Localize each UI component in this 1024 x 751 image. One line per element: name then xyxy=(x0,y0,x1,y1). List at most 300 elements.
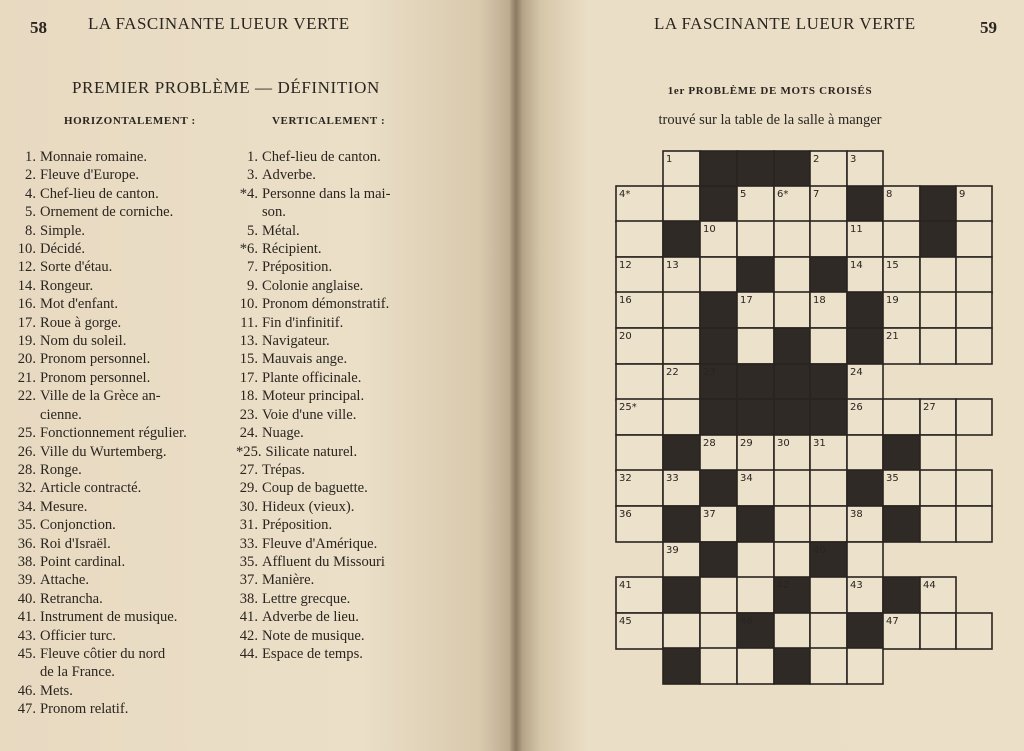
cell-number: 36 xyxy=(619,509,632,520)
clue-text: Colonie anglaise. xyxy=(262,277,364,294)
cell-number: 8 xyxy=(886,189,893,200)
cell-number: 22 xyxy=(666,367,679,378)
clue-number: 13. xyxy=(239,333,258,350)
clue-text: Fleuve d'Europe. xyxy=(40,167,140,184)
vertical-clue xyxy=(236,479,481,497)
white-cell xyxy=(956,257,992,293)
clue-number: 43. xyxy=(17,627,36,644)
horizontal-clue xyxy=(14,240,259,258)
clue-text: Pronom personnel. xyxy=(40,369,151,386)
clue-text: Décidé. xyxy=(40,241,85,258)
horizontal-clue xyxy=(14,350,259,368)
cell-number: 14 xyxy=(850,260,863,271)
grid-title: 1er PROBLÈME DE MOTS CROISÉS xyxy=(667,85,873,97)
black-cell xyxy=(700,292,737,328)
clue-text: Fleuve d'Amérique. xyxy=(262,535,378,552)
clue-number: 46. xyxy=(17,682,36,699)
white-cell xyxy=(847,542,883,578)
horizontal-clue xyxy=(14,535,259,553)
vertical-clue xyxy=(236,627,481,645)
horizontal-clue xyxy=(14,516,259,534)
clue-text: Métal. xyxy=(262,222,300,239)
clue-number: *25. xyxy=(236,443,262,460)
white-cell xyxy=(956,506,992,542)
cell-number: 9 xyxy=(959,189,966,200)
white-cell xyxy=(663,292,700,328)
vertical-clue xyxy=(236,277,481,295)
clue-text: Rongeur. xyxy=(40,277,94,294)
cell-number: 39 xyxy=(666,545,679,556)
white-cell xyxy=(700,577,737,613)
clue-number: 20. xyxy=(17,351,36,368)
black-cell xyxy=(737,399,774,435)
black-cell xyxy=(663,648,700,684)
cell-number: 41 xyxy=(619,580,632,591)
horizontal-clue xyxy=(14,479,259,497)
vertical-clue xyxy=(236,608,481,626)
white-cell xyxy=(956,292,992,328)
vertical-clue xyxy=(236,424,481,442)
clue-text: Mauvais ange. xyxy=(262,351,348,368)
clue-number: 12. xyxy=(17,259,36,276)
clue-text: Conjonction. xyxy=(40,517,116,534)
clue-text: Trépas. xyxy=(262,461,305,478)
clue-number: 17. xyxy=(239,369,258,386)
clue-number: 10. xyxy=(17,241,36,258)
white-cell xyxy=(737,542,774,578)
right-running-head: LA FASCINANTE LUEUR VERTE xyxy=(654,14,916,33)
white-cell xyxy=(956,221,992,257)
horizontal-clue xyxy=(14,295,259,313)
black-cell xyxy=(810,399,847,435)
vertical-clue xyxy=(236,645,481,663)
horizontal-clue xyxy=(14,461,259,479)
clue-number: 37. xyxy=(239,572,258,589)
clue-text: Ville du Wurtemberg. xyxy=(40,443,167,460)
horizontal-clue xyxy=(14,387,259,424)
clue-number: 26. xyxy=(17,443,36,460)
clue-text: Voie d'une ville. xyxy=(262,406,357,423)
cell-number: 45 xyxy=(619,616,632,627)
left-page-number: 58 xyxy=(30,18,47,37)
clue-text: Silicate naturel. xyxy=(265,443,358,460)
clue-number: 2. xyxy=(25,167,36,184)
clue-text: Fin d'infinitif. xyxy=(262,314,344,331)
black-cell xyxy=(847,613,883,649)
black-cell xyxy=(810,257,847,293)
clue-number: 41. xyxy=(17,609,36,626)
white-cell xyxy=(810,613,847,649)
clue-number: 28. xyxy=(17,461,36,478)
black-cell xyxy=(700,470,737,506)
horizontal-clue xyxy=(14,203,259,221)
clue-text: Pronom relatif. xyxy=(40,701,129,718)
clue-text: Mot d'enfant. xyxy=(40,296,119,313)
vertical-clue xyxy=(236,590,481,608)
black-cell xyxy=(737,151,774,187)
black-cell xyxy=(700,328,737,364)
black-cell xyxy=(663,506,700,542)
clue-number: 35. xyxy=(239,553,258,570)
clue-text: Article contracté. xyxy=(40,480,142,497)
clue-number: 42. xyxy=(239,627,258,644)
black-cell xyxy=(883,506,920,542)
cell-number: 29 xyxy=(740,438,753,449)
white-cell xyxy=(920,613,956,649)
cell-number: 30 xyxy=(777,438,790,449)
clue-number: 25. xyxy=(17,425,36,442)
clue-number: 5. xyxy=(247,222,258,239)
clue-text: Adverbe. xyxy=(262,167,316,184)
left-running-head: LA FASCINANTE LUEUR VERTE xyxy=(88,14,350,33)
cell-number: 21 xyxy=(886,331,899,342)
white-cell xyxy=(956,613,992,649)
horizontal-clue xyxy=(14,443,259,461)
clue-number: 17. xyxy=(17,314,36,331)
cell-number: 1 xyxy=(666,154,673,165)
black-cell xyxy=(663,577,700,613)
white-cell xyxy=(920,257,956,293)
clue-text: Adverbe de lieu. xyxy=(262,609,359,626)
crossword-cells xyxy=(616,151,992,684)
clue-text: Attache. xyxy=(40,572,90,589)
white-cell xyxy=(810,577,847,613)
clue-number: 35. xyxy=(17,517,36,534)
cell-number: 42 xyxy=(777,580,790,591)
horizontal-clue xyxy=(14,682,259,700)
cell-number: 25* xyxy=(619,402,637,413)
cell-number: 10 xyxy=(703,224,716,235)
clue-text: Préposition. xyxy=(262,259,333,276)
cell-number: 3 xyxy=(850,154,857,165)
clue-text: Roue à gorge. xyxy=(40,314,122,331)
black-cell xyxy=(883,577,920,613)
white-cell xyxy=(616,221,663,257)
cell-number: 5 xyxy=(740,189,747,200)
clue-number: 11. xyxy=(240,314,258,331)
clue-text: Sorte d'étau. xyxy=(40,259,113,276)
cell-number: 2 xyxy=(813,154,820,165)
vertical-clue xyxy=(236,387,481,405)
vertical-clue xyxy=(236,185,481,222)
white-cell xyxy=(774,470,810,506)
black-cell xyxy=(700,542,737,578)
black-cell xyxy=(663,435,700,471)
white-cell xyxy=(700,613,737,649)
white-cell xyxy=(700,648,737,684)
white-cell xyxy=(774,257,810,293)
clue-text: Ville de la Grèce an- cienne. xyxy=(40,388,161,423)
cell-number: 15 xyxy=(886,260,899,271)
white-cell xyxy=(956,328,992,364)
white-cell xyxy=(737,328,774,364)
clue-number: 3. xyxy=(247,167,258,184)
clue-number: 45. xyxy=(17,645,36,662)
clue-text: Moteur principal. xyxy=(262,388,365,405)
right-page-number: 59 xyxy=(980,18,997,37)
cell-number: 31 xyxy=(813,438,826,449)
clue-number: 9. xyxy=(247,277,258,294)
black-cell xyxy=(700,399,737,435)
clue-number: 18. xyxy=(239,388,258,405)
clue-number: 16. xyxy=(17,296,36,313)
black-cell xyxy=(737,506,774,542)
cell-number: 20 xyxy=(619,331,632,342)
horizontal-clue xyxy=(14,148,259,166)
cell-number: 43 xyxy=(850,580,863,591)
white-cell xyxy=(663,613,700,649)
clue-number: 36. xyxy=(17,535,36,552)
horizontal-clue xyxy=(14,277,259,295)
horizontal-clue xyxy=(14,369,259,387)
white-cell xyxy=(883,221,920,257)
white-cell xyxy=(920,292,956,328)
black-cell xyxy=(774,151,810,187)
horizontal-clue xyxy=(14,314,259,332)
clue-number: 44. xyxy=(239,645,258,662)
vertical-clue xyxy=(236,295,481,313)
clue-text: Préposition. xyxy=(262,517,333,534)
black-cell xyxy=(700,151,737,187)
section-title: PREMIER PROBLÈME — DÉFINITION xyxy=(72,78,380,97)
vertical-clue xyxy=(236,148,481,166)
clue-number: 1. xyxy=(25,149,36,165)
white-cell xyxy=(737,577,774,613)
cell-number: 46 xyxy=(740,616,753,627)
clue-text: Pronom démonstratif. xyxy=(262,296,390,313)
cell-number: 28 xyxy=(703,438,716,449)
clue-text: Plante officinale. xyxy=(262,369,362,386)
clue-number: 27. xyxy=(239,461,258,478)
grid-subtitle: trouvé sur la table de la salle à manger xyxy=(658,112,882,128)
cell-number: 17 xyxy=(740,295,753,306)
cell-number: 16 xyxy=(619,295,632,306)
clue-number: 22. xyxy=(17,388,36,405)
clue-text: Point cardinal. xyxy=(40,553,126,570)
clue-text: Chef-lieu de canton. xyxy=(40,185,159,202)
horizontal-clue xyxy=(14,166,259,184)
white-cell xyxy=(774,221,810,257)
cell-number: 44 xyxy=(923,580,936,591)
black-cell xyxy=(663,221,700,257)
vertical-clue xyxy=(236,535,481,553)
cell-number: 32 xyxy=(619,473,632,484)
black-cell xyxy=(847,328,883,364)
clue-text: Ronge. xyxy=(40,461,82,478)
clue-number: 4. xyxy=(25,185,36,202)
vertical-clue-list xyxy=(236,148,481,663)
clue-text: Hideux (vieux). xyxy=(262,498,355,515)
clue-number: 38. xyxy=(17,553,36,570)
cell-number: 35 xyxy=(886,473,899,484)
book-gutter xyxy=(510,0,522,751)
clue-number: *4. xyxy=(239,185,258,202)
clue-number: 24. xyxy=(239,425,258,442)
vertical-clue xyxy=(236,240,481,258)
clue-number: 39. xyxy=(17,572,36,589)
clue-text: Fonctionnement régulier. xyxy=(40,425,187,442)
black-cell xyxy=(774,364,810,400)
cell-number: 24 xyxy=(850,367,863,378)
white-cell xyxy=(663,186,700,222)
horizontal-clue xyxy=(14,498,259,516)
clue-text: Nuage. xyxy=(262,425,304,442)
black-cell xyxy=(847,186,883,222)
cell-number: 40 xyxy=(813,545,826,556)
cell-number: 4* xyxy=(619,189,631,200)
clue-number: 30. xyxy=(239,498,258,515)
black-cell xyxy=(810,364,847,400)
black-cell xyxy=(774,328,810,364)
horizontal-clue xyxy=(14,553,259,571)
white-cell xyxy=(663,399,700,435)
cell-number: 38 xyxy=(850,509,863,520)
white-cell xyxy=(956,399,992,435)
clue-number: 19. xyxy=(17,333,36,350)
clue-number: 41. xyxy=(239,609,258,626)
cell-number: 47 xyxy=(886,616,899,627)
black-cell xyxy=(700,186,737,222)
clue-text: Roi d'Israël. xyxy=(40,535,111,552)
white-cell xyxy=(616,364,663,400)
black-cell xyxy=(883,435,920,471)
white-cell xyxy=(700,257,737,293)
cell-number: 23 xyxy=(703,367,716,378)
black-cell xyxy=(737,257,774,293)
black-cell xyxy=(774,648,810,684)
horizontal-clue xyxy=(14,700,259,718)
horizontal-clue xyxy=(14,608,259,626)
clue-number: 29. xyxy=(239,480,258,497)
horizontal-clue xyxy=(14,332,259,350)
cell-number: 26 xyxy=(850,402,863,413)
white-cell xyxy=(920,435,956,471)
vertical-heading: VERTICALEMENT : xyxy=(272,115,386,127)
horizontal-clue-list xyxy=(14,148,259,719)
clue-number: 10. xyxy=(239,296,258,313)
white-cell xyxy=(774,292,810,328)
vertical-clue xyxy=(236,166,481,184)
clue-number: 33. xyxy=(239,535,258,552)
clue-number: 15. xyxy=(239,351,258,368)
white-cell xyxy=(810,470,847,506)
white-cell xyxy=(920,506,956,542)
vertical-clue xyxy=(236,516,481,534)
clue-text: Ornement de corniche. xyxy=(40,204,174,221)
horizontal-clue xyxy=(14,222,259,240)
clue-text: Navigateur. xyxy=(262,333,330,350)
vertical-clue xyxy=(236,406,481,424)
black-cell xyxy=(737,364,774,400)
white-cell xyxy=(883,399,920,435)
white-cell xyxy=(737,221,774,257)
black-cell xyxy=(847,292,883,328)
cell-number: 11 xyxy=(850,224,863,235)
white-cell xyxy=(663,328,700,364)
horizontal-clue xyxy=(14,645,259,682)
cell-number: 6* xyxy=(777,189,789,200)
clue-number: 32. xyxy=(17,480,36,497)
clue-number: 7. xyxy=(247,259,258,276)
clue-text: Lettre grecque. xyxy=(262,590,351,607)
clue-text: Mets. xyxy=(40,682,73,699)
vertical-clue xyxy=(236,258,481,276)
black-cell xyxy=(920,186,956,222)
white-cell xyxy=(774,506,810,542)
clue-number: 23. xyxy=(239,406,258,423)
vertical-clue xyxy=(236,553,481,571)
horizontal-clue xyxy=(14,424,259,442)
horizontal-heading: HORIZONTALEMENT : xyxy=(64,115,196,127)
clue-text: Note de musique. xyxy=(262,627,365,644)
clue-text: Affluent du Missouri xyxy=(262,553,385,570)
horizontal-clue xyxy=(14,627,259,645)
clue-number: 38. xyxy=(239,590,258,607)
clue-text: Pronom personnel. xyxy=(40,351,151,368)
white-cell xyxy=(737,648,774,684)
white-cell xyxy=(616,435,663,471)
clue-number: 34. xyxy=(17,498,36,515)
cell-number: 19 xyxy=(886,295,899,306)
clue-text: Instrument de musique. xyxy=(40,609,178,626)
white-cell xyxy=(810,328,847,364)
right-page xyxy=(516,0,1024,751)
horizontal-clue xyxy=(14,590,259,608)
clue-text: Coup de baguette. xyxy=(262,480,368,497)
clue-number: 14. xyxy=(17,277,36,294)
clue-text: Monnaie romaine. xyxy=(40,149,147,165)
horizontal-clue xyxy=(14,571,259,589)
vertical-clue xyxy=(236,571,481,589)
black-cell xyxy=(920,221,956,257)
cell-number: 12 xyxy=(619,260,632,271)
clue-text: Fleuve côtier du nord de la France. xyxy=(40,645,166,681)
clue-text: Officier turc. xyxy=(40,627,116,644)
vertical-clue xyxy=(236,443,481,461)
white-cell xyxy=(847,435,883,471)
clue-text: Retrancha. xyxy=(40,590,103,607)
clue-number: 21. xyxy=(17,369,36,386)
clue-number: *6. xyxy=(239,241,258,258)
white-cell xyxy=(847,648,883,684)
clue-text: Récipient. xyxy=(262,241,322,258)
vertical-clue xyxy=(236,314,481,332)
clue-number: 31. xyxy=(239,517,258,534)
cell-number: 18 xyxy=(813,295,826,306)
black-cell xyxy=(774,399,810,435)
cell-number: 27 xyxy=(923,402,936,413)
clue-text: Manière. xyxy=(262,572,315,589)
white-cell xyxy=(810,506,847,542)
white-cell xyxy=(956,470,992,506)
clue-text: Simple. xyxy=(40,222,85,239)
clue-number: 40. xyxy=(17,590,36,607)
cell-number: 34 xyxy=(740,473,753,484)
white-cell xyxy=(774,613,810,649)
white-cell xyxy=(920,470,956,506)
crossword-grid xyxy=(516,0,1024,751)
clue-number: 1. xyxy=(247,149,258,165)
cell-number: 37 xyxy=(703,509,716,520)
vertical-clue xyxy=(236,461,481,479)
vertical-clue xyxy=(236,498,481,516)
clue-number: 47. xyxy=(17,701,36,718)
vertical-clue xyxy=(236,350,481,368)
clue-text: Chef-lieu de canton. xyxy=(262,149,381,165)
vertical-clue xyxy=(236,222,481,240)
clue-text: Mesure. xyxy=(40,498,88,515)
clue-number: 5. xyxy=(25,204,36,221)
